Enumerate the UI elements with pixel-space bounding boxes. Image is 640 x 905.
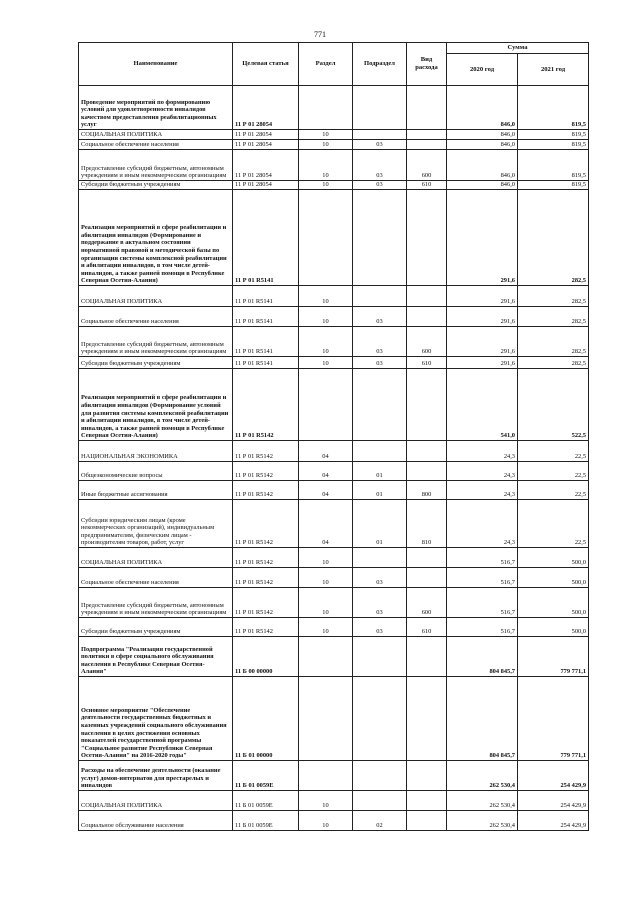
table-row bbox=[79, 140, 589, 150]
row-sum-2021: 282,5 bbox=[518, 357, 589, 369]
row-name: СОЦИАЛЬНАЯ ПОЛИТИКА bbox=[79, 130, 233, 140]
row-sum-2021: 500,0 bbox=[518, 618, 589, 637]
row-code: 11 Р 01 R5141 bbox=[233, 190, 299, 286]
row-sum-2021: 779 771,1 bbox=[518, 637, 589, 677]
row-code: 11 Б 01 0059Е bbox=[233, 761, 299, 791]
row-section: 10 bbox=[299, 791, 353, 811]
table-row bbox=[79, 791, 589, 811]
row-sum-2021: 282,5 bbox=[518, 190, 589, 286]
row-code: 11 Р 01 R5141 bbox=[233, 307, 299, 327]
row-subsection bbox=[353, 761, 407, 791]
row-sum-2020: 291,6 bbox=[447, 190, 518, 286]
row-name: Субсидии бюджетным учреждениям bbox=[79, 181, 233, 190]
table-row bbox=[79, 677, 589, 761]
row-expense-type bbox=[407, 190, 447, 286]
row-subsection bbox=[353, 130, 407, 140]
row-expense-type: 600 bbox=[407, 588, 447, 618]
row-sum-2020: 291,6 bbox=[447, 286, 518, 307]
row-section: 10 bbox=[299, 618, 353, 637]
row-expense-type bbox=[407, 811, 447, 831]
row-subsection bbox=[353, 677, 407, 761]
row-name: Подпрограмма "Реализация государственной политики в сфере социального обслуживания населения в Республике Северная Осетия-Алания" bbox=[79, 637, 233, 677]
table-row bbox=[79, 568, 589, 588]
row-section: 10 bbox=[299, 307, 353, 327]
header-subsection: Подраздел bbox=[353, 43, 407, 86]
row-section: 04 bbox=[299, 462, 353, 481]
row-expense-type bbox=[407, 130, 447, 140]
header-expense-type: Вид расхода bbox=[407, 43, 447, 86]
row-section: 10 bbox=[299, 327, 353, 357]
row-sum-2021: 254 429,9 bbox=[518, 791, 589, 811]
row-section: 10 bbox=[299, 568, 353, 588]
row-section: 04 bbox=[299, 481, 353, 500]
row-expense-type bbox=[407, 677, 447, 761]
row-sum-2021: 254 429,9 bbox=[518, 811, 589, 831]
row-subsection bbox=[353, 190, 407, 286]
row-expense-type: 600 bbox=[407, 327, 447, 357]
table-row bbox=[79, 441, 589, 462]
row-subsection bbox=[353, 548, 407, 568]
row-code: 11 Б 01 0059Е bbox=[233, 791, 299, 811]
row-subsection bbox=[353, 637, 407, 677]
row-name: Расходы на обеспечение деятельности (оказание услуг) домов-интернатов для престарелых и инвалидов bbox=[79, 761, 233, 791]
row-sum-2020: 516,7 bbox=[447, 588, 518, 618]
row-name: Субсидии бюджетным учреждениям bbox=[79, 618, 233, 637]
row-section bbox=[299, 190, 353, 286]
row-code: 11 Р 01 R5141 bbox=[233, 286, 299, 307]
table-row bbox=[79, 369, 589, 441]
row-sum-2020: 262 530,4 bbox=[447, 811, 518, 831]
row-code: 11 Р 01 R5142 bbox=[233, 568, 299, 588]
table-row bbox=[79, 618, 589, 637]
row-expense-type bbox=[407, 761, 447, 791]
row-expense-type bbox=[407, 140, 447, 150]
row-section bbox=[299, 677, 353, 761]
row-sum-2021: 819,5 bbox=[518, 150, 589, 181]
row-sum-2021: 819,5 bbox=[518, 140, 589, 150]
row-code: 11 Р 01 R5142 bbox=[233, 548, 299, 568]
row-name: Общеэкономические вопросы bbox=[79, 462, 233, 481]
row-expense-type: 610 bbox=[407, 181, 447, 190]
row-name: Предоставление субсидий бюджетным, автономным учреждениям и иным некоммерческим организациям bbox=[79, 327, 233, 357]
row-code: 11 Р 01 28054 bbox=[233, 140, 299, 150]
row-name: Субсидии юридическим лицам (кроме некоммерческих организаций), индивидуальным предпринимателям, физическим лицам - производителям товаров, работ, услуг bbox=[79, 500, 233, 548]
row-subsection: 03 bbox=[353, 140, 407, 150]
header-year-2020: 2020 год bbox=[447, 54, 518, 86]
header-name: Наименование bbox=[79, 43, 233, 86]
row-name: Социальное обслуживание населения bbox=[79, 811, 233, 831]
row-expense-type bbox=[407, 548, 447, 568]
row-expense-type bbox=[407, 791, 447, 811]
row-code: 11 Р 01 R5142 bbox=[233, 369, 299, 441]
row-expense-type bbox=[407, 369, 447, 441]
row-code: 11 Р 01 R5142 bbox=[233, 462, 299, 481]
table-row bbox=[79, 327, 589, 357]
row-subsection: 03 bbox=[353, 357, 407, 369]
row-section bbox=[299, 86, 353, 130]
row-sum-2020: 804 845,7 bbox=[447, 677, 518, 761]
row-sum-2021: 522,5 bbox=[518, 369, 589, 441]
table-row bbox=[79, 588, 589, 618]
row-sum-2020: 516,7 bbox=[447, 568, 518, 588]
row-sum-2020: 516,7 bbox=[447, 618, 518, 637]
row-name: Реализация мероприятий в сфере реабилитации и абилитации инвалидов (Формирование условий для развития системы комплексной реабилитации и абилитации инвалидов, в том числе детей-инвалидов, а также ранней помощи в Республике Северная Осетия-Алания) bbox=[79, 369, 233, 441]
row-expense-type: 610 bbox=[407, 618, 447, 637]
row-code: 11 Р 01 R5142 bbox=[233, 500, 299, 548]
row-sum-2021: 819,5 bbox=[518, 86, 589, 130]
row-code: 11 Б 01 00000 bbox=[233, 677, 299, 761]
row-subsection: 03 bbox=[353, 181, 407, 190]
row-code: 11 Р 01 R5141 bbox=[233, 327, 299, 357]
header-section: Раздел bbox=[299, 43, 353, 86]
row-name: Иные бюджетные ассигнования bbox=[79, 481, 233, 500]
row-name: Проведение мероприятий по формированию условий для удовлетворенности инвалидов качеством предоставления реабилитационных услуг bbox=[79, 86, 233, 130]
row-subsection bbox=[353, 286, 407, 307]
row-section bbox=[299, 637, 353, 677]
row-section: 10 bbox=[299, 811, 353, 831]
header-code: Целевая статья bbox=[233, 43, 299, 86]
row-subsection: 03 bbox=[353, 588, 407, 618]
row-name: СОЦИАЛЬНАЯ ПОЛИТИКА bbox=[79, 791, 233, 811]
row-expense-type bbox=[407, 86, 447, 130]
row-sum-2021: 500,0 bbox=[518, 568, 589, 588]
table-row bbox=[79, 190, 589, 286]
row-name: НАЦИОНАЛЬНАЯ ЭКОНОМИКА bbox=[79, 441, 233, 462]
row-sum-2020: 291,6 bbox=[447, 327, 518, 357]
table-body bbox=[79, 86, 589, 831]
row-name: СОЦИАЛЬНАЯ ПОЛИТИКА bbox=[79, 286, 233, 307]
row-expense-type: 800 bbox=[407, 481, 447, 500]
page-number: 771 bbox=[314, 30, 326, 39]
table-row bbox=[79, 462, 589, 481]
row-code: 11 Б 01 0059Е bbox=[233, 811, 299, 831]
row-code: 11 Р 01 R5142 bbox=[233, 588, 299, 618]
row-section bbox=[299, 761, 353, 791]
row-sum-2020: 262 530,4 bbox=[447, 791, 518, 811]
row-sum-2020: 24,3 bbox=[447, 441, 518, 462]
row-subsection: 01 bbox=[353, 481, 407, 500]
row-code: 11 Б 00 00000 bbox=[233, 637, 299, 677]
row-sum-2021: 500,0 bbox=[518, 588, 589, 618]
row-section bbox=[299, 369, 353, 441]
row-sum-2021: 22,5 bbox=[518, 500, 589, 548]
row-sum-2021: 22,5 bbox=[518, 462, 589, 481]
row-subsection: 03 bbox=[353, 568, 407, 588]
row-sum-2020: 24,3 bbox=[447, 481, 518, 500]
table-row bbox=[79, 357, 589, 369]
row-section: 10 bbox=[299, 130, 353, 140]
row-code: 11 Р 01 R5142 bbox=[233, 481, 299, 500]
row-subsection: 02 bbox=[353, 811, 407, 831]
row-sum-2021: 22,5 bbox=[518, 481, 589, 500]
table-row bbox=[79, 307, 589, 327]
row-expense-type bbox=[407, 637, 447, 677]
row-code: 11 Р 01 28054 bbox=[233, 86, 299, 130]
row-code: 11 Р 01 R5141 bbox=[233, 357, 299, 369]
row-sum-2021: 500,0 bbox=[518, 548, 589, 568]
row-sum-2020: 291,6 bbox=[447, 357, 518, 369]
row-name: Реализация мероприятий в сфере реабилитации и абилитации инвалидов (Формирование и поддержание в актуальном состоянии нормативной правовой и методической базы по организации системы комплексной реабилитации и абилитации инвалидов, в том числе детей-инвалидов, а также ранней помощи в Республике Северная Осетия-Алания) bbox=[79, 190, 233, 286]
row-subsection: 03 bbox=[353, 307, 407, 327]
row-section: 10 bbox=[299, 588, 353, 618]
row-name: Социальное обеспечение населения bbox=[79, 307, 233, 327]
table-row bbox=[79, 150, 589, 181]
row-name: Социальное обеспечение населения bbox=[79, 140, 233, 150]
table-row bbox=[79, 286, 589, 307]
row-name: Субсидии бюджетным учреждениям bbox=[79, 357, 233, 369]
row-sum-2021: 819,5 bbox=[518, 130, 589, 140]
row-expense-type bbox=[407, 286, 447, 307]
row-subsection: 01 bbox=[353, 500, 407, 548]
table-row bbox=[79, 481, 589, 500]
row-section: 04 bbox=[299, 441, 353, 462]
row-name: СОЦИАЛЬНАЯ ПОЛИТИКА bbox=[79, 548, 233, 568]
row-code: 11 Р 01 R5142 bbox=[233, 618, 299, 637]
table-row bbox=[79, 637, 589, 677]
row-subsection bbox=[353, 791, 407, 811]
row-sum-2021: 282,5 bbox=[518, 327, 589, 357]
header-sum: Сумма bbox=[447, 43, 589, 54]
row-sum-2020: 846,0 bbox=[447, 181, 518, 190]
row-code: 11 Р 01 28054 bbox=[233, 150, 299, 181]
row-subsection bbox=[353, 441, 407, 462]
row-name: Социальное обеспечение населения bbox=[79, 568, 233, 588]
row-sum-2020: 24,3 bbox=[447, 462, 518, 481]
row-expense-type: 610 bbox=[407, 357, 447, 369]
row-sum-2021: 779 771,1 bbox=[518, 677, 589, 761]
row-sum-2020: 804 845,7 bbox=[447, 637, 518, 677]
row-section: 10 bbox=[299, 548, 353, 568]
row-section: 04 bbox=[299, 500, 353, 548]
row-sum-2021: 22,5 bbox=[518, 441, 589, 462]
row-expense-type bbox=[407, 462, 447, 481]
row-name: Основное мероприятие "Обеспечение деятельности государственных бюджетных и казенных учреждений социального обслуживания населения в целях достижения основных показателей государственной программы "Социальное развитие Республики Северная Осетия-Алания" на 2016-2020 годы" bbox=[79, 677, 233, 761]
row-section: 10 bbox=[299, 286, 353, 307]
row-sum-2021: 282,5 bbox=[518, 307, 589, 327]
table-row bbox=[79, 181, 589, 190]
row-sum-2020: 846,0 bbox=[447, 150, 518, 181]
row-section: 10 bbox=[299, 150, 353, 181]
table-row bbox=[79, 130, 589, 140]
row-name: Предоставление субсидий бюджетным, автономным учреждениям и иным некоммерческим организациям bbox=[79, 150, 233, 181]
row-expense-type bbox=[407, 307, 447, 327]
row-sum-2020: 541,0 bbox=[447, 369, 518, 441]
table-row bbox=[79, 761, 589, 791]
row-sum-2021: 819,5 bbox=[518, 181, 589, 190]
table-row bbox=[79, 548, 589, 568]
row-code: 11 Р 01 28054 bbox=[233, 130, 299, 140]
row-section: 10 bbox=[299, 181, 353, 190]
row-expense-type: 600 bbox=[407, 150, 447, 181]
row-sum-2020: 846,0 bbox=[447, 140, 518, 150]
row-subsection: 03 bbox=[353, 327, 407, 357]
row-code: 11 Р 01 R5142 bbox=[233, 441, 299, 462]
table-row bbox=[79, 811, 589, 831]
row-code: 11 Р 01 28054 bbox=[233, 181, 299, 190]
row-sum-2020: 291,6 bbox=[447, 307, 518, 327]
row-subsection: 01 bbox=[353, 462, 407, 481]
budget-table bbox=[78, 42, 589, 831]
table-row bbox=[79, 86, 589, 130]
row-expense-type: 810 bbox=[407, 500, 447, 548]
row-sum-2021: 254 429,9 bbox=[518, 761, 589, 791]
row-sum-2020: 846,0 bbox=[447, 130, 518, 140]
row-name: Предоставление субсидий бюджетным, автономным учреждениям и иным некоммерческим организациям bbox=[79, 588, 233, 618]
row-sum-2020: 846,0 bbox=[447, 86, 518, 130]
row-sum-2020: 24,3 bbox=[447, 500, 518, 548]
row-subsection: 03 bbox=[353, 150, 407, 181]
row-subsection: 03 bbox=[353, 618, 407, 637]
row-section: 10 bbox=[299, 140, 353, 150]
row-sum-2020: 262 530,4 bbox=[447, 761, 518, 791]
row-sum-2021: 282,5 bbox=[518, 286, 589, 307]
row-subsection bbox=[353, 369, 407, 441]
header-year-2021: 2021 год bbox=[518, 54, 589, 86]
row-subsection bbox=[353, 86, 407, 130]
row-expense-type bbox=[407, 441, 447, 462]
row-section: 10 bbox=[299, 357, 353, 369]
row-sum-2020: 516,7 bbox=[447, 548, 518, 568]
row-expense-type bbox=[407, 568, 447, 588]
table-row bbox=[79, 500, 589, 548]
